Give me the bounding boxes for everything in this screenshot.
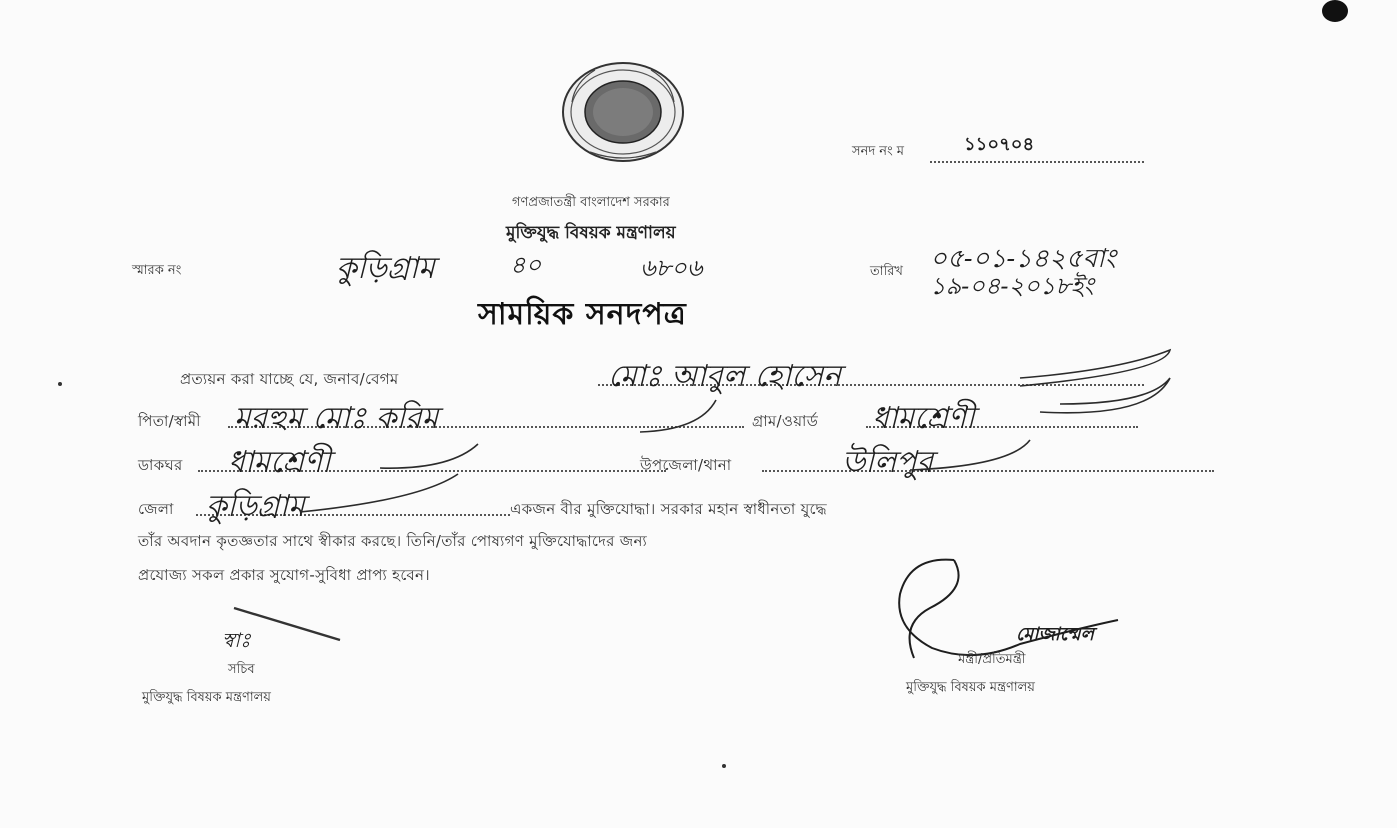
government-name: গণপ্রজাতন্ত্রী বাংলাদেশ সরকার <box>512 195 670 210</box>
upazila-field: উলিপুর <box>762 438 1214 472</box>
body-line-6: প্রযোজ্য সকল প্রকার সুযোগ-সুবিধা প্রাপ্য হবেন। <box>138 566 430 584</box>
district-label: জেলা <box>138 500 174 518</box>
memo-number-1: ৪০ <box>510 251 542 279</box>
body-line-5: তাঁর অবদান কৃতজ্ঞতার সাথে স্বীকার করছে। তিনি/তাঁর পোষ্যগণ মুক্তিযোদ্ধাদের জন্য <box>138 532 648 550</box>
memo-number-2: ৬৮০৬ <box>640 254 703 282</box>
district-field: কুড়িগ্রাম <box>196 482 510 516</box>
date-english: ১৯-০৪-২০১৮ইং <box>930 272 1094 300</box>
minister-office: মুক্তিযুদ্ধ বিষয়ক মন্ত্রণালয় <box>906 680 1035 695</box>
upazila-label: উপজেলা/থানা <box>640 456 732 474</box>
father-label: পিতা/স্বামী <box>138 412 201 430</box>
secretary-office: মুক্তিযুদ্ধ বিষয়ক মন্ত্রণালয় <box>142 690 271 705</box>
ministry-name: মুক্তিযুদ্ধ বিষয়ক মন্ত্রণালয় <box>506 223 676 243</box>
date-label: তারিখ <box>870 264 903 279</box>
body-line-4: একজন বীর মুক্তিযোদ্ধা। সরকার মহান স্বাধীনতা যুদ্ধে <box>510 500 827 518</box>
minister-initial: মোজাম্মেল <box>1016 624 1094 645</box>
date-bangla: ০৫-০১-১৪২৫বাং <box>930 244 1116 274</box>
village-label: গ্রাম/ওয়ার্ড <box>752 412 819 430</box>
memo-value: কুড়িগ্রাম <box>336 251 435 286</box>
intro-text: প্রত্যয়ন করা যাচ্ছে যে, জনাব/বেগম <box>180 370 399 388</box>
secretary-title: সচিব <box>228 662 255 677</box>
post-field: ধামশ্রেণী <box>198 438 666 472</box>
memo-label: স্মারক নং <box>132 263 182 278</box>
post-label: ডাকঘর <box>138 456 183 474</box>
minister-title: মন্ত্রী/প্রতিমন্ত্রী <box>958 652 1026 667</box>
name-field: মোঃ আবুল হোসেন <box>598 352 1144 386</box>
certificate-number-label: সনদ নং ম <box>852 144 905 159</box>
secretary-initial: স্বাঃ <box>222 628 251 652</box>
father-field: মরহুম মোঃ করিম <box>228 394 744 428</box>
certificate-number-value: ১১০৭০৪ <box>930 130 1144 163</box>
village-field: ধামশ্রেণী <box>866 394 1138 428</box>
certificate-title: সাময়িক সনদপত্র <box>478 297 687 332</box>
